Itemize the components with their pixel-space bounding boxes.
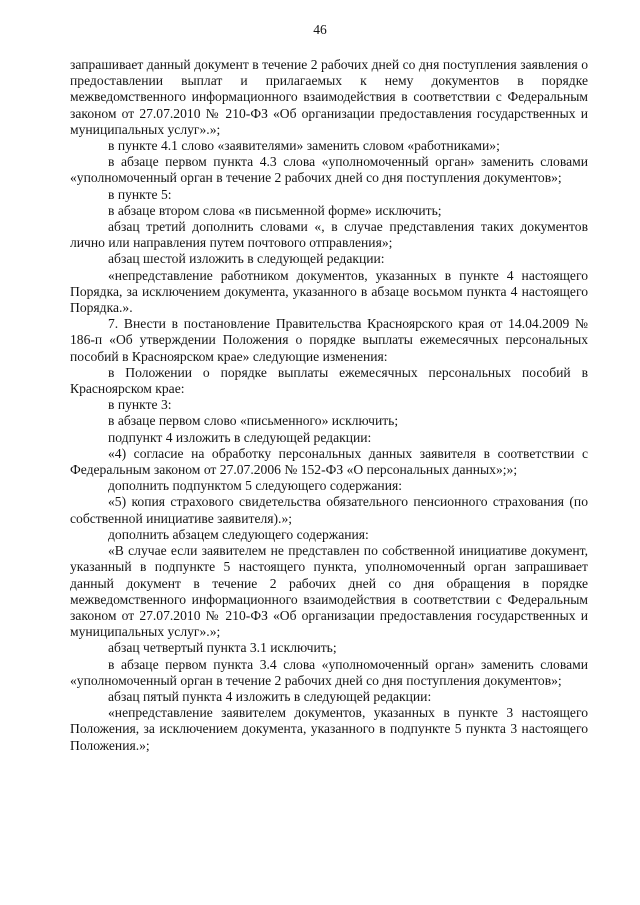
paragraph: абзац четвертый пункта 3.1 исключить; (108, 640, 337, 656)
paragraph: в пункте 4.1 слово «заявителями» заменить словом «работниками»; (108, 138, 500, 154)
paragraph-continuation: запрашивает данный документ в течение 2 рабочих дней со дня поступления заявления о предоставлении выплат и прилагаемых к нему документов в порядке межведомственного информационного взаимодействия в соответствии с Федеральным законом от 27.07.2010 № 210-ФЗ «Об организации предоставления государственных и муниципальных услуг».»; (70, 57, 588, 137)
paragraph: «В случае если заявителем не представлен по собственной инициативе документ, указанный в подпункте 5 настоящего пункта, уполномоченный орган запрашивает данный документ в течение 2 рабочих дней со дня обращения в порядке межведомственного информационного взаимодействия в соответствии с Федеральным законом от 27.07.2010 № 210-ФЗ «Об организации предоставления государственных и муниципальных услуг».»; (70, 543, 588, 640)
paragraph: абзац третий дополнить словами «, в случае представления таких документов лично или направления путем почтового отправления»; (70, 219, 588, 251)
paragraph: в абзаце первом слово «письменного» исключить; (108, 413, 399, 429)
section-7-paragraph: 7. Внести в постановление Правительства Красноярского края от 14.04.2009 № 186-п «Об утверждении Положения о порядке выплаты ежемесячных персональных пособий в Красноярском крае» следующие изменения: (70, 316, 588, 364)
paragraph: подпункт 4 изложить в следующей редакции: (108, 429, 372, 445)
paragraph: «непредставление работником документов, указанных в пункте 4 настоящего Порядка, за исключением документа, указанного в абзаце восьмом пункта 4 настоящего Порядка.». (70, 267, 588, 316)
paragraph: абзац шестой изложить в следующей редакции: (108, 251, 385, 267)
paragraph: «5) копия страхового свидетельства обязательного пенсионного страхования (по собственной инициативе заявителя).»; (70, 494, 588, 526)
paragraph: «4) согласие на обработку персональных данных заявителя в соответствии с Федеральным законом от 27.07.2006 № 152-ФЗ «О персональных данных»;»; (70, 445, 588, 478)
paragraph: в абзаце первом пункта 3.4 слова «уполномоченный орган» заменить словами «уполномоченный орган в течение 2 рабочих дней со дня поступления документов»; (70, 656, 588, 688)
paragraph: в пункте 5: (108, 186, 172, 202)
page-number: 46 (313, 22, 327, 37)
paragraph: «непредставление заявителем документов, указанных в пункте 3 настоящего Положения, за исключением документа, указанного в подпункте 5 пункта 3 настоящего Положения.»; (70, 705, 588, 753)
document-body (70, 57, 588, 754)
paragraph: дополнить абзацем следующего содержания: (108, 526, 369, 542)
paragraph: в пункте 3: (108, 397, 172, 413)
paragraph: в Положении о порядке выплаты ежемесячных персональных пособий в Красноярском крае: (70, 364, 588, 397)
paragraph: абзац пятый пункта 4 изложить в следующей редакции: (108, 688, 432, 704)
paragraph: дополнить подпунктом 5 следующего содержания: (108, 478, 403, 494)
paragraph: в абзаце втором слова «в письменной форме» исключить; (108, 202, 442, 218)
paragraph: в абзаце первом пункта 4.3 слова «уполномоченный орган» заменить словами «уполномоченный орган в течение 2 рабочих дней со дня поступления документов»; (70, 154, 588, 186)
